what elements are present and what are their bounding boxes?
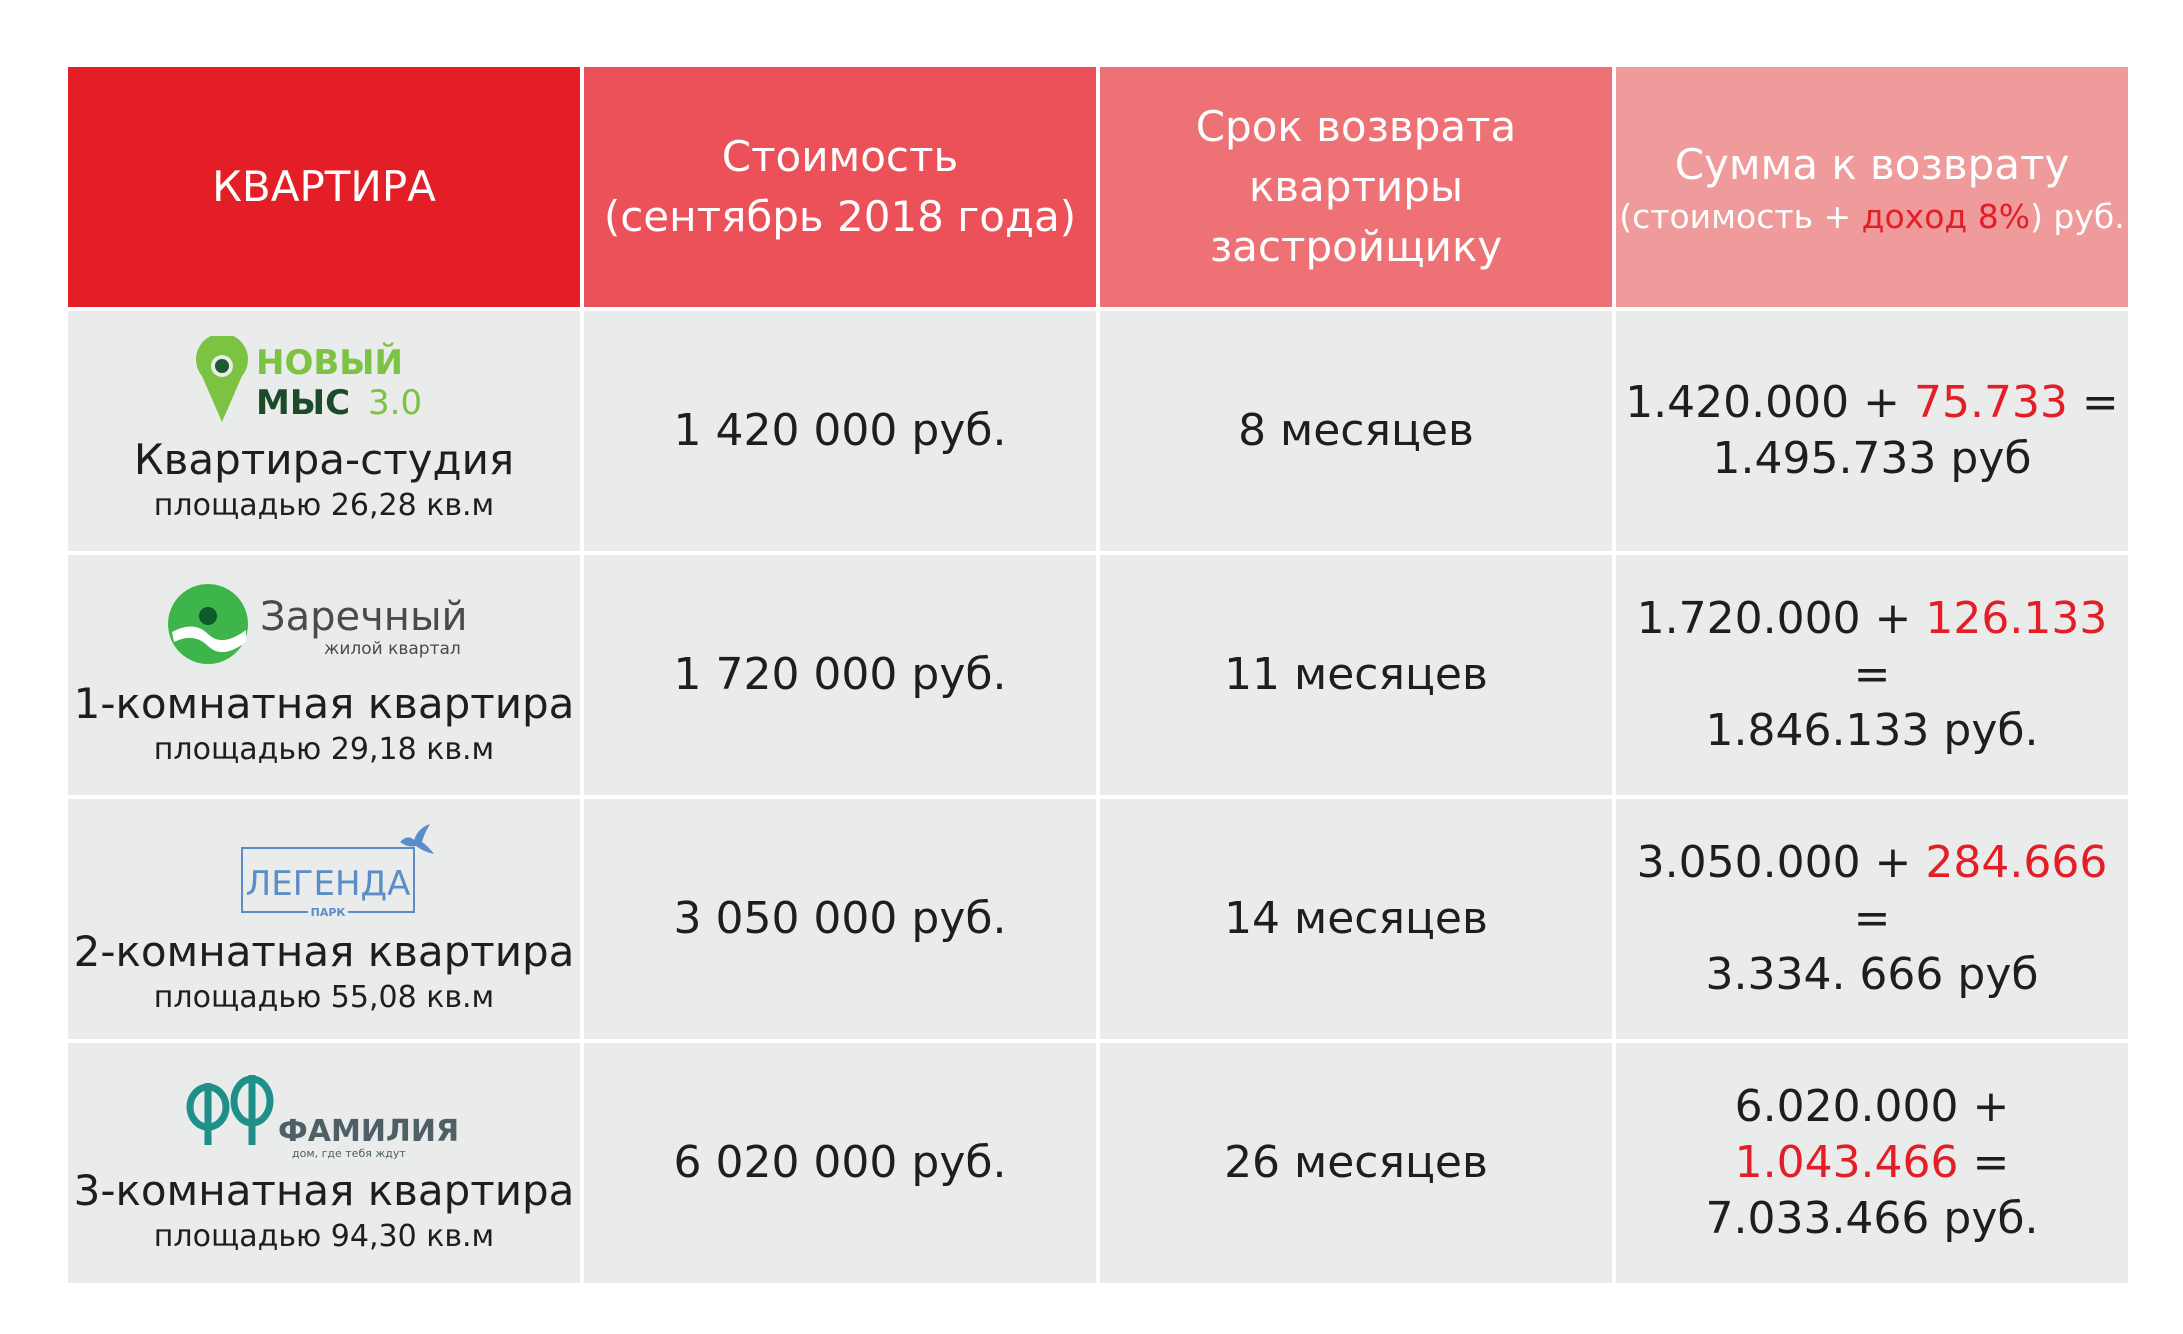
header-term-line2: квартиры <box>1248 162 1464 211</box>
header-price-line1: Стоимость <box>721 132 959 181</box>
header-term-line3: застройщику <box>1209 222 1503 271</box>
logo-subtitle: ПАРК <box>310 906 346 919</box>
apartment-type: Квартира-студия <box>133 435 515 484</box>
price-value: 1 420 000 руб. <box>673 405 1007 456</box>
term-value: 8 месяцев <box>1238 405 1474 456</box>
term-value: 11 месяцев <box>1224 649 1488 700</box>
sum-formula <box>1625 375 2119 431</box>
price-value: 6 020 000 руб. <box>673 1137 1007 1188</box>
sum-income: 75.733 <box>1913 377 2068 428</box>
apartment-type: 3-комнатная квартира <box>73 1166 575 1215</box>
sum-formula <box>1616 1079 2128 1191</box>
sum-total: 1.495.733 руб <box>1712 433 2032 484</box>
header-sub-cost: (стоимость + <box>1619 197 1862 236</box>
logo-title: ФАМИЛИЯ <box>278 1114 460 1149</box>
sum-base: 3.050.000 + <box>1636 837 1926 888</box>
table-row-1-price <box>584 311 1096 551</box>
comparison-table <box>68 67 2128 1283</box>
logo-title: ЛЕГЕНДА <box>245 864 411 904</box>
apartment-area: площадью 29,18 кв.м <box>153 732 495 767</box>
header-apartment <box>68 67 580 307</box>
table-row-3-price <box>584 799 1096 1039</box>
sum-income: 284.666 <box>1925 837 2108 888</box>
table-row-1-apartment <box>68 311 580 551</box>
table-row-1-sum <box>1616 311 2128 551</box>
header-price <box>584 67 1096 307</box>
sum-formula <box>1616 835 2128 947</box>
legenda-park-logo <box>204 820 444 920</box>
sum-income: 1.043.466 <box>1734 1137 1959 1188</box>
price-value: 3 050 000 руб. <box>673 893 1007 944</box>
sum-equals: = <box>1958 1137 2010 1188</box>
sum-equals: = <box>2067 377 2119 428</box>
header-return-sum-line2 <box>1619 195 2125 239</box>
price-value: 1 720 000 руб. <box>673 649 1007 700</box>
novy-mys-logo <box>194 336 454 428</box>
header-term <box>1100 67 1612 307</box>
logo-title: Заречный <box>260 594 468 640</box>
familiya-logo <box>174 1069 474 1159</box>
sum-formula <box>1616 591 2128 703</box>
header-sub-income: доход 8% <box>1861 197 2031 236</box>
table-row-2-apartment <box>68 555 580 795</box>
sum-income: 126.133 <box>1925 593 2108 644</box>
table-row-3-sum <box>1616 799 2128 1039</box>
table-row-2-term <box>1100 555 1612 795</box>
logo-subtitle: дом, где тебя ждут <box>292 1147 406 1159</box>
term-value: 26 месяцев <box>1224 1137 1488 1188</box>
header-return-sum <box>1616 67 2128 307</box>
term-value: 14 месяцев <box>1224 893 1488 944</box>
sum-total: 3.334. 666 руб <box>1705 949 2039 1000</box>
apartment-area: площадью 55,08 кв.м <box>153 980 495 1015</box>
table-row-3-term <box>1100 799 1612 1039</box>
sum-equals: = <box>1853 649 1891 700</box>
header-return-sum-line1: Сумма к возврату <box>1674 140 2070 189</box>
table-row-2-price <box>584 555 1096 795</box>
sum-base: 1.720.000 + <box>1636 593 1926 644</box>
logo-text-line1: НОВЫЙ <box>256 343 403 383</box>
map-pin-icon <box>196 336 248 422</box>
header-apartment-label: КВАРТИРА <box>212 162 436 211</box>
apartment-type: 2-комнатная квартира <box>73 927 575 976</box>
table-row-4-sum <box>1616 1043 2128 1283</box>
sum-base: 1.420.000 + <box>1625 377 1914 428</box>
logo-subtitle: жилой квартал <box>324 639 461 659</box>
table-row-1-term <box>1100 311 1612 551</box>
double-f-icon <box>190 1075 270 1145</box>
zarechny-logo <box>164 580 484 672</box>
sum-total: 7.033.466 руб. <box>1705 1193 2039 1244</box>
header-term-line1: Срок возврата <box>1195 102 1517 151</box>
sum-total: 1.846.133 руб. <box>1705 705 2039 756</box>
sum-base: 6.020.000 + <box>1734 1081 2010 1132</box>
logo-text-version: 3.0 <box>368 383 423 423</box>
table-row-4-price <box>584 1043 1096 1283</box>
bird-icon <box>400 824 434 854</box>
apartment-area: площадью 94,30 кв.м <box>153 1219 495 1254</box>
logo-text-line2: МЫС <box>256 383 351 423</box>
apartment-type: 1-комнатная квартира <box>73 679 575 728</box>
table-row-3-apartment <box>68 799 580 1039</box>
table-row-4-term <box>1100 1043 1612 1283</box>
table-row-4-apartment <box>68 1043 580 1283</box>
header-price-line2: (сентябрь 2018 года) <box>603 192 1077 241</box>
header-sub-currency: ) руб. <box>2030 197 2125 236</box>
table-row-2-sum <box>1616 555 2128 795</box>
sum-equals: = <box>1853 893 1891 944</box>
apartment-area: площадью 26,28 кв.м <box>153 488 495 523</box>
